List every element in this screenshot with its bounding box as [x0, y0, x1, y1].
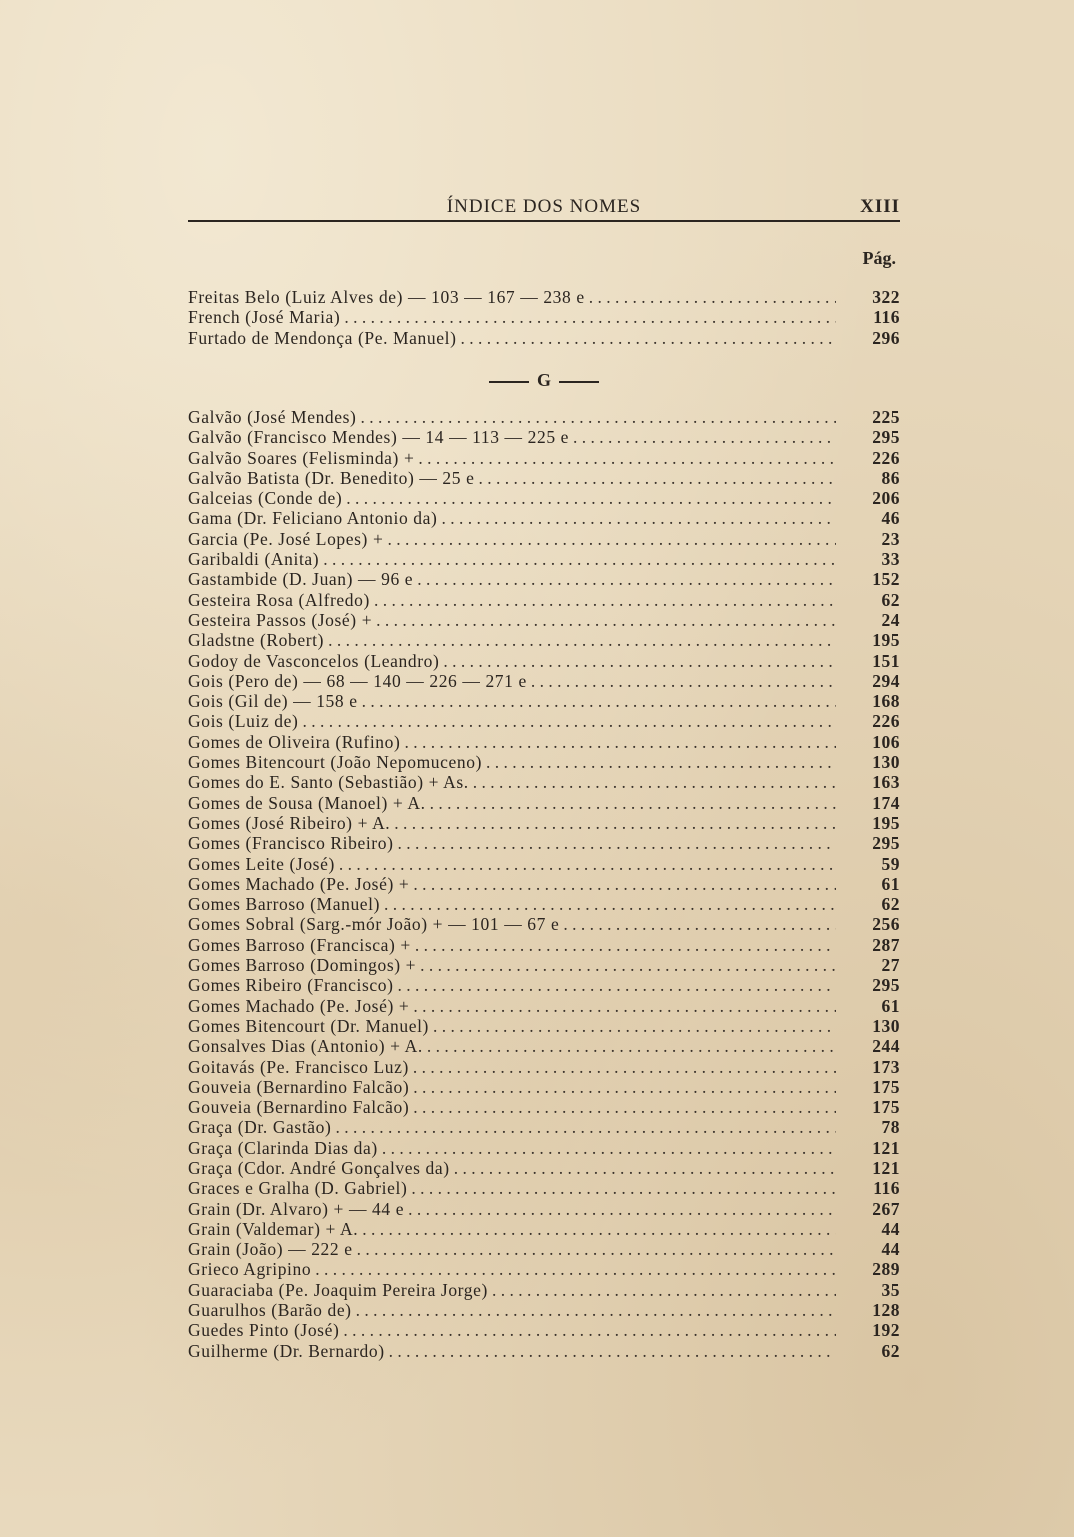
- index-entry: [188, 955, 900, 975]
- index-entry: [188, 427, 900, 447]
- dot-leader: [343, 1320, 836, 1340]
- index-entry: [188, 1016, 900, 1036]
- index-entry: [188, 914, 900, 934]
- index-entry: [188, 407, 900, 427]
- dot-leader: [328, 630, 836, 650]
- dot-leader: [315, 1259, 836, 1279]
- page-number: XIII: [860, 196, 900, 217]
- dot-leader: [339, 854, 836, 874]
- entry-name: Graça (Dr. Gastão): [188, 1117, 332, 1138]
- entry-page: 206: [872, 488, 900, 509]
- entry-name: Galvão Batista (Dr. Benedito) — 25 e: [188, 467, 475, 488]
- entry-page: 195: [872, 630, 900, 651]
- dot-leader: [478, 468, 836, 488]
- index-entry: [188, 975, 900, 995]
- index-entry: [188, 935, 900, 955]
- entry-page: 226: [872, 711, 900, 732]
- entry-page: 152: [872, 569, 900, 590]
- index-entry: [188, 833, 900, 853]
- index-entry: [188, 549, 900, 569]
- entry-page: 175: [872, 1076, 900, 1097]
- entry-name: Furtado de Mendonça (Pe. Manuel): [188, 327, 457, 348]
- index-entry: [188, 1341, 900, 1361]
- page-header: [188, 196, 900, 222]
- entry-page: 295: [872, 975, 900, 996]
- entry-name: Gastambide (D. Juan) — 96 e: [188, 569, 414, 590]
- section-letter: G: [536, 370, 551, 390]
- entry-name: Goitavás (Pe. Francisco Luz): [188, 1056, 409, 1077]
- entry-page: 322: [872, 287, 900, 307]
- dot-leader: [346, 488, 836, 508]
- entry-page: 151: [872, 650, 900, 671]
- index-entry: [188, 1259, 900, 1279]
- page-column-label: Pág.: [862, 248, 896, 268]
- dot-leader: [398, 975, 836, 995]
- entry-name: Gomes de Sousa (Manoel) + A.: [188, 792, 426, 813]
- entry-page: 62: [881, 894, 900, 915]
- index-entry: [188, 1219, 900, 1239]
- dot-leader: [454, 1158, 836, 1178]
- entry-name: Freitas Belo (Luiz Alves de) — 103 — 167 — 238 e: [188, 287, 585, 307]
- dot-leader: [382, 1138, 836, 1158]
- entry-page: 106: [872, 731, 900, 752]
- dot-leader: [413, 874, 836, 894]
- entry-name: Gomes Machado (Pe. José) +: [188, 873, 410, 894]
- dot-leader: [441, 508, 836, 528]
- entry-name: Gois (Gil de) — 158 e: [188, 691, 358, 712]
- entry-page: 27: [881, 955, 900, 976]
- entry-name: Gomes Leite (José): [188, 853, 335, 874]
- dot-leader: [417, 569, 836, 589]
- entry-page: 295: [872, 833, 900, 854]
- dot-leader: [443, 651, 836, 671]
- index-entry: [188, 1036, 900, 1056]
- entry-page: 121: [872, 1157, 900, 1178]
- dot-leader: [486, 752, 836, 772]
- dot-leader: [323, 549, 836, 569]
- entry-name: Guilherme (Dr. Bernardo): [188, 1340, 385, 1361]
- index-entry: [188, 630, 900, 650]
- entry-name: Graça (Cdor. André Gonçalves da): [188, 1157, 450, 1178]
- index-entry: [188, 287, 900, 307]
- index-entry: [188, 874, 900, 894]
- index-entry: [188, 1199, 900, 1219]
- entry-page: 226: [872, 447, 900, 468]
- entry-name: Gois (Pero de) — 68 — 140 — 226 — 271 e: [188, 670, 527, 691]
- entry-page: 24: [881, 609, 900, 630]
- entry-name: Gouveia (Bernardino Falcão): [188, 1097, 410, 1118]
- section-dash-left: [489, 381, 529, 383]
- entry-page: 86: [881, 467, 900, 488]
- entry-name: Grieco Agripino: [188, 1259, 312, 1280]
- running-title: ÍNDICE DOS NOMES: [446, 196, 642, 217]
- entry-name: Gomes Barroso (Manuel): [188, 894, 381, 915]
- dot-leader: [415, 935, 836, 955]
- entry-page: 44: [881, 1218, 900, 1239]
- entry-name: Gladstne (Robert): [188, 630, 325, 651]
- dot-leader: [420, 955, 836, 975]
- index-entry: [188, 894, 900, 914]
- entry-name: Galvão (Francisco Mendes) — 14 — 113 — 225 e: [188, 427, 570, 448]
- dot-leader: [427, 1036, 836, 1056]
- entry-page: 130: [872, 752, 900, 773]
- index-entry: [188, 1097, 900, 1117]
- entry-name: Gomes Barroso (Francisca) +: [188, 934, 411, 955]
- index-entry: [188, 488, 900, 508]
- index-entry: [188, 1057, 900, 1077]
- index-entry: [188, 671, 900, 691]
- dot-leader: [589, 287, 836, 307]
- index-entry: [188, 569, 900, 589]
- dot-leader: [376, 610, 836, 630]
- dot-leader: [387, 529, 836, 549]
- entry-page: 44: [881, 1239, 900, 1260]
- entry-name: Garibaldi (Anita): [188, 549, 320, 570]
- index-entry: [188, 752, 900, 772]
- index-entry: [188, 772, 900, 792]
- entry-name: Guaraciaba (Pe. Joaquim Pereira Jorge): [188, 1279, 488, 1300]
- index-entry: [188, 468, 900, 488]
- dot-leader: [362, 1219, 836, 1239]
- index-entry: [188, 610, 900, 630]
- dot-leader: [492, 1280, 836, 1300]
- index-entry: [188, 996, 900, 1016]
- entry-name: Gesteira Passos (José) +: [188, 609, 373, 630]
- entry-name: Grain (Valdemar) + A.: [188, 1218, 359, 1239]
- index-entry: [188, 529, 900, 549]
- entry-page: 163: [872, 772, 900, 793]
- entry-name: Godoy de Vasconcelos (Leandro): [188, 650, 440, 671]
- index-entry: [188, 1158, 900, 1178]
- index-entry: [188, 691, 900, 711]
- entry-name: Grain (Dr. Alvaro) + — 44 e: [188, 1198, 405, 1219]
- index-entry: [188, 854, 900, 874]
- entry-page: 244: [872, 1036, 900, 1057]
- dot-leader: [413, 1077, 836, 1097]
- entry-page: 23: [881, 528, 900, 549]
- dot-leader: [413, 1097, 836, 1117]
- entry-name: Gois (Luiz de): [188, 711, 299, 732]
- index-entry: [188, 1320, 900, 1340]
- dot-leader: [360, 407, 836, 427]
- dot-leader: [356, 1300, 836, 1320]
- entry-page: 287: [872, 934, 900, 955]
- entry-page: 289: [872, 1259, 900, 1280]
- index-entry: [188, 732, 900, 752]
- dot-leader: [389, 1341, 836, 1361]
- dot-leader: [384, 894, 836, 914]
- entry-name: Gomes de Oliveira (Rufino): [188, 731, 401, 752]
- entry-name: Gomes Sobral (Sarg.-mór João) + — 101 — 67 e: [188, 914, 560, 935]
- entry-page: 296: [872, 327, 900, 348]
- entry-page: 192: [872, 1320, 900, 1341]
- index-entry: [188, 1239, 900, 1259]
- entry-page: 62: [881, 1340, 900, 1361]
- index-entry: [188, 1117, 900, 1137]
- entry-page: 128: [872, 1300, 900, 1321]
- dot-leader: [413, 996, 836, 1016]
- dot-leader: [433, 1016, 836, 1036]
- index-entry: [188, 651, 900, 671]
- entry-page: 225: [872, 407, 900, 427]
- dot-leader: [413, 1057, 836, 1077]
- index-entry: [188, 1300, 900, 1320]
- dot-leader: [531, 671, 836, 691]
- dot-leader: [430, 793, 836, 813]
- entry-page: 295: [872, 427, 900, 448]
- entry-page: 294: [872, 670, 900, 691]
- entry-page: 46: [881, 508, 900, 529]
- entry-name: Garcia (Pe. José Lopes) +: [188, 528, 384, 549]
- entry-page: 121: [872, 1137, 900, 1158]
- entry-page: 62: [881, 589, 900, 610]
- dot-leader: [398, 833, 836, 853]
- index-entry: [188, 448, 900, 468]
- index-entry: [188, 508, 900, 528]
- entry-name: Guarulhos (Barão de): [188, 1300, 352, 1321]
- index-entry: [188, 711, 900, 731]
- entry-name: Gouveia (Bernardino Falcão): [188, 1076, 410, 1097]
- entry-name: Gomes Bitencourt (João Nepomuceno): [188, 752, 483, 773]
- index-entries-f: [188, 287, 900, 348]
- entry-name: Gomes do E. Santo (Sebastião) + As.: [188, 772, 469, 793]
- entry-page: 33: [881, 549, 900, 570]
- entry-page: 175: [872, 1097, 900, 1118]
- index-entry: [188, 793, 900, 813]
- dot-leader: [573, 427, 836, 447]
- entry-page: 35: [881, 1279, 900, 1300]
- entry-name: Gomes Machado (Pe. José) +: [188, 995, 410, 1016]
- entry-page: 130: [872, 1015, 900, 1036]
- entry-name: Gesteira Rosa (Alfredo): [188, 589, 370, 610]
- entry-name: French (José Maria): [188, 307, 341, 328]
- entry-name: Galvão Soares (Felisminda) +: [188, 447, 415, 468]
- entry-page: 116: [873, 307, 900, 328]
- entry-name: Grain (João) — 222 e: [188, 1239, 353, 1260]
- dot-leader: [404, 732, 836, 752]
- entry-page: 61: [881, 873, 900, 894]
- dot-leader: [344, 307, 836, 327]
- dot-leader: [374, 590, 836, 610]
- index-entry: [188, 590, 900, 610]
- index-entry: [188, 1138, 900, 1158]
- entry-page: 195: [872, 812, 900, 833]
- section-heading: [188, 370, 900, 391]
- entry-page: 168: [872, 691, 900, 712]
- entry-name: Graça (Clarinda Dias da): [188, 1137, 378, 1158]
- dot-leader: [408, 1199, 836, 1219]
- entry-page: 267: [872, 1198, 900, 1219]
- dot-leader: [563, 914, 836, 934]
- entry-name: Galvão (José Mendes): [188, 407, 357, 427]
- index-entry: [188, 1280, 900, 1300]
- entry-page: 174: [872, 792, 900, 813]
- entry-page: 173: [872, 1056, 900, 1077]
- entry-name: Gomes Barroso (Domingos) +: [188, 955, 417, 976]
- dot-leader: [418, 448, 836, 468]
- index-entry: [188, 307, 900, 327]
- entry-page: 59: [881, 853, 900, 874]
- entry-name: Gonsalves Dias (Antonio) + A.: [188, 1036, 423, 1057]
- dot-leader: [362, 691, 836, 711]
- entry-name: Graces e Gralha (D. Gabriel): [188, 1178, 408, 1199]
- header-rule: [188, 220, 900, 222]
- entry-name: Gomes Bitencourt (Dr. Manuel): [188, 1015, 429, 1036]
- dot-leader: [302, 711, 836, 731]
- index-entry: [188, 1077, 900, 1097]
- entry-name: Galceias (Conde de): [188, 488, 343, 509]
- section-dash-right: [559, 381, 599, 383]
- entry-page: 256: [872, 914, 900, 935]
- index-entry: [188, 328, 900, 348]
- dot-leader: [394, 813, 836, 833]
- entry-name: Gama (Dr. Feliciano Antonio da): [188, 508, 438, 529]
- entry-name: Gomes Ribeiro (Francisco): [188, 975, 394, 996]
- index-entry: [188, 813, 900, 833]
- entry-name: Guedes Pinto (José): [188, 1320, 340, 1341]
- index-entries-g: [188, 407, 900, 1361]
- dot-leader: [461, 328, 836, 348]
- index-entry: [188, 1178, 900, 1198]
- entry-page: 61: [881, 995, 900, 1016]
- entry-name: Gomes (José Ribeiro) + A.: [188, 812, 391, 833]
- dot-leader: [473, 772, 836, 792]
- dot-leader: [357, 1239, 836, 1259]
- entry-name: Gomes (Francisco Ribeiro): [188, 833, 394, 854]
- dot-leader: [411, 1178, 836, 1198]
- entry-page: 116: [873, 1178, 900, 1199]
- entry-page: 78: [881, 1117, 900, 1138]
- dot-leader: [335, 1117, 836, 1137]
